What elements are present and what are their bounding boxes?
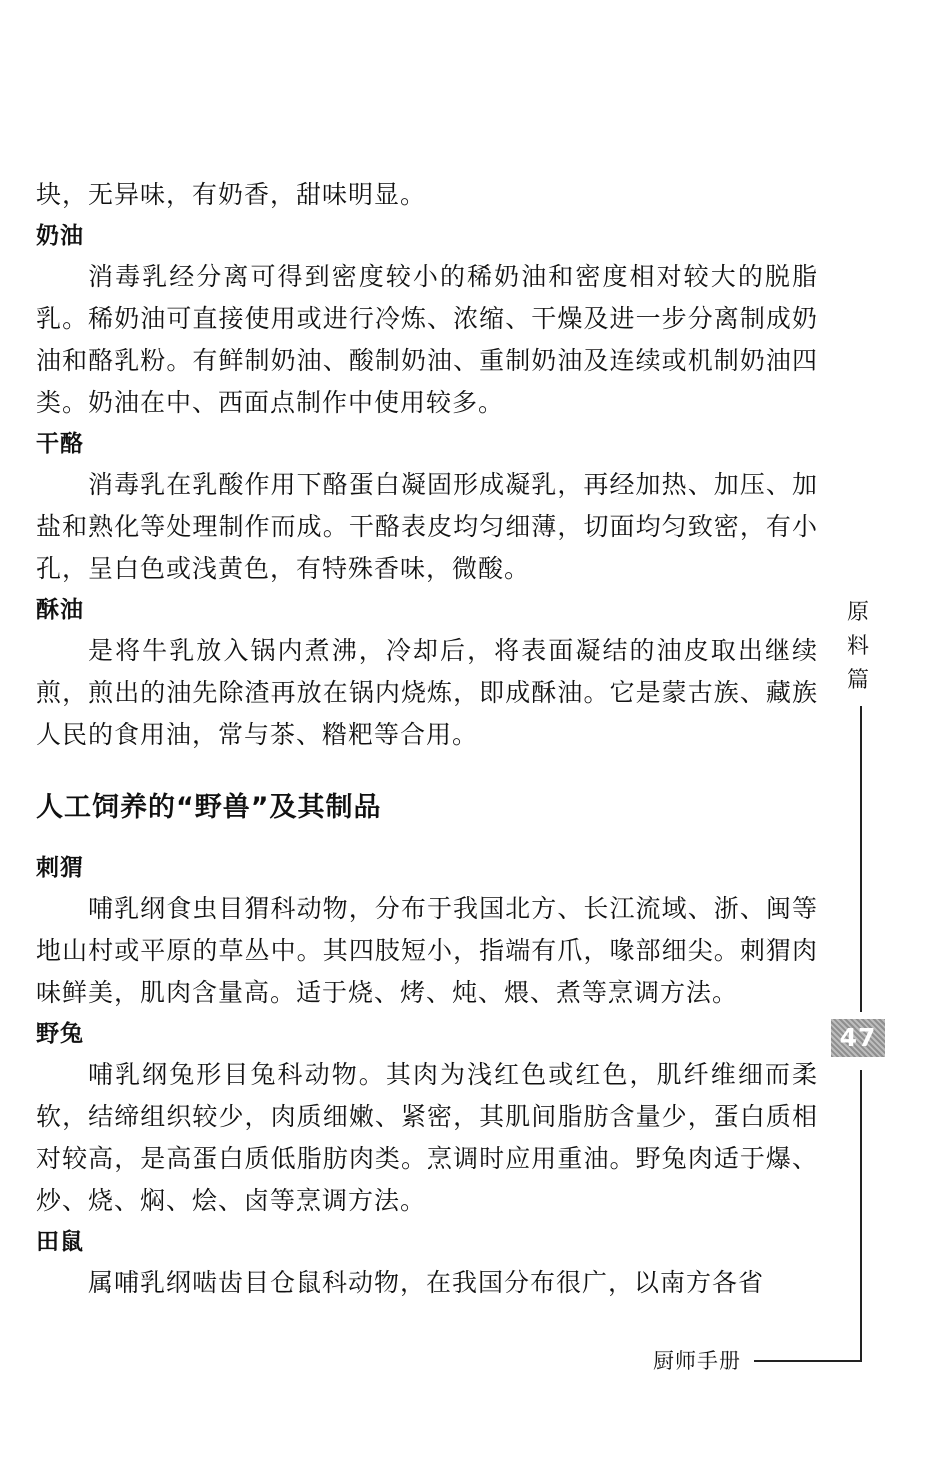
hedgehog-paragraph: 哺乳纲食虫目猬科动物，分布于我国北方、长江流域、浙、闽等地山村或平原的草丛中。其四肢短小，指端有爪，喙部细尖。刺猬肉味鲜美，肌肉含量高。适于烧、烤、炖、煨、煮等烹调方法。	[36, 894, 818, 1007]
chapter-char-3: 篇	[846, 668, 869, 693]
hedgehog-heading: 刺猬	[36, 855, 84, 881]
hare-paragraph: 哺乳纲兔形目兔科动物。其肉为浅红色或红色，肌纤维细而柔软，结缔组织较少，肉质细嫩、紧密，其肌间脂肪含量少，蛋白质相对较高，是高蛋白质低脂肪肉类。烹调时应用重油。野兔肉适于爆、炒、烧、焖、烩、卤等烹调方法。	[36, 1060, 818, 1215]
butter-heading: 奶油	[36, 223, 84, 249]
side-rule-bottom	[860, 1070, 862, 1360]
page-number: 47	[831, 1019, 885, 1057]
chapter-char-2: 料	[846, 634, 869, 659]
butter-paragraph: 消毒乳经分离可得到密度较小的稀奶油和密度相对较大的脱脂乳。稀奶油可直接使用或进行冷炼、浓缩、干燥及进一步分离制成奶油和酪乳粉。有鲜制奶油、酸制奶油、重制奶油及连续或机制奶油四类。奶油在中、西面点制作中使用较多。	[36, 262, 818, 417]
cheese-paragraph: 消毒乳在乳酸作用下酪蛋白凝固形成凝乳，再经加热、加压、加盐和熟化等处理制作而成。干酪表皮均匀细薄，切面均匀致密，有小孔，呈白色或浅黄色，有特殊香味，微酸。	[36, 470, 818, 583]
intro-paragraph: 块，无异味，有奶香，甜味明显。	[36, 180, 427, 209]
footer-book-title: 厨师手册	[653, 1349, 741, 1373]
ghee-paragraph: 是将牛乳放入锅内煮沸，冷却后，将表面凝结的油皮取出继续煎，煎出的油先除渣再放在锅内烧炼，即成酥油。它是蒙古族、藏族人民的食用油，常与茶、糌粑等合用。	[36, 636, 818, 749]
hare-heading: 野兔	[36, 1021, 84, 1047]
chapter-char-1: 原	[846, 600, 869, 625]
cheese-heading: 干酪	[36, 431, 84, 457]
ghee-heading: 酥油	[36, 597, 84, 623]
field-mouse-heading: 田鼠	[36, 1229, 84, 1255]
field-mouse-paragraph: 属哺乳纲啮齿目仓鼠科动物，在我国分布很广，以南方各省	[88, 1268, 765, 1297]
section-title: 人工饲养的“野兽”及其制品	[36, 792, 382, 823]
page-content	[36, 174, 818, 1304]
footer-rule	[754, 1360, 862, 1362]
chapter-side-tab	[843, 596, 873, 698]
side-rule-top	[860, 706, 862, 1012]
